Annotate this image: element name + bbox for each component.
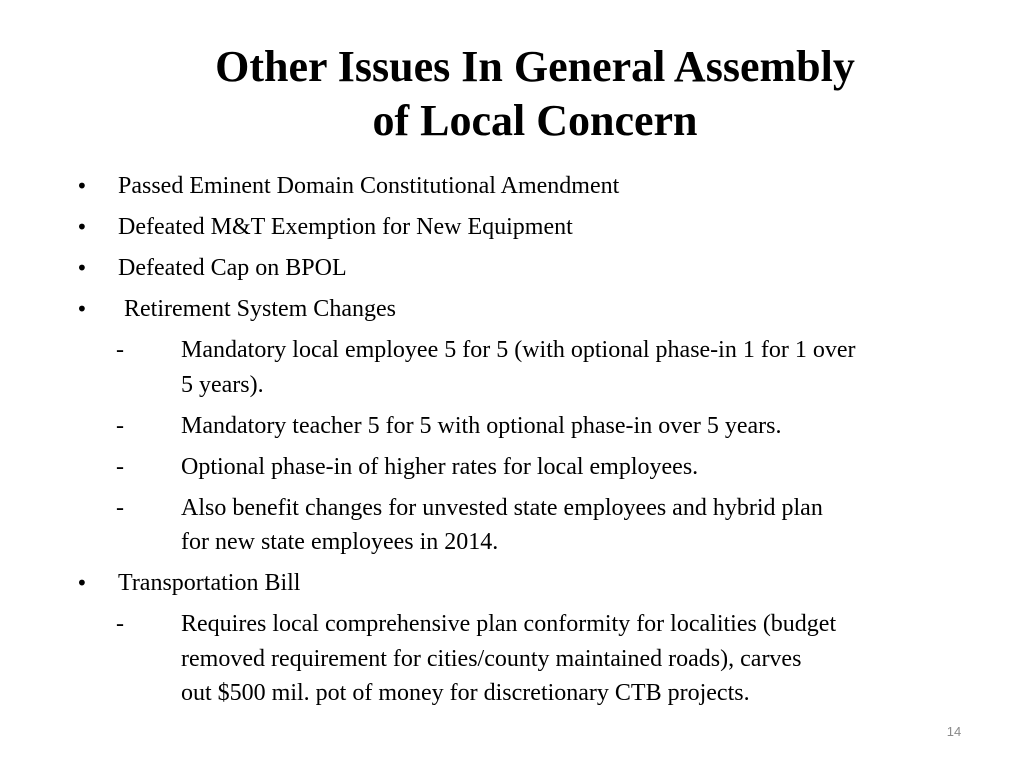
bullet-text: Defeated M&T Exemption for New Equipment (118, 214, 573, 240)
bullet-item-transportation (0, 563, 1000, 604)
sub-item-line: Mandatory teacher 5 for 5 with optional phase-in over 5 years. (181, 412, 782, 439)
dash-marker: - (116, 412, 124, 439)
bullet-text: Passed Eminent Domain Constitutional Amendment (118, 173, 620, 199)
bullet-list (0, 166, 1000, 714)
sub-item-text (181, 491, 981, 560)
bullet-text: Defeated Cap on BPOL (118, 255, 347, 281)
bullet-icon: • (76, 256, 88, 280)
dash-marker: - (116, 337, 124, 363)
bullet-icon: • (76, 297, 88, 321)
sub-item-line: 5 years). (181, 371, 264, 398)
sub-item-line: for new state employees in 2014. (181, 529, 499, 555)
sub-item-text (181, 333, 981, 402)
sub-item-comprehensive-plan (0, 604, 1000, 714)
slide-title (60, 40, 1010, 148)
dash-marker: - (116, 494, 124, 521)
bullet-text: Transportation Bill (118, 570, 301, 596)
sub-item-teacher (0, 406, 1000, 447)
sub-item-line: Optional phase-in of higher rates for local employees. (181, 453, 699, 480)
sub-item-text (181, 607, 981, 711)
sub-item-line: Also benefit changes for unvested state employees and hybrid plan (181, 494, 823, 521)
sub-item-text (181, 450, 981, 485)
dash-marker: - (116, 611, 124, 637)
bullet-icon: • (76, 174, 88, 198)
bullet-item-mt-exemption (0, 207, 1000, 248)
sub-item-line: out $500 mil. pot of money for discretionary CTB projects. (181, 680, 750, 706)
title-line-1: Other Issues In General Assembly (215, 42, 855, 91)
sub-item-text (181, 409, 981, 444)
sub-item-local-employee (0, 330, 1000, 406)
page-number: 14 (946, 724, 962, 739)
sub-item-optional-phase-in (0, 447, 1000, 488)
dash-marker: - (116, 453, 124, 480)
sub-item-line: Requires local comprehensive plan conformity for localities (budget (181, 611, 837, 637)
sub-item-benefit-changes (0, 488, 1000, 564)
bullet-item-eminent-domain (0, 166, 1000, 207)
sub-item-line: removed requirement for cities/county maintained roads), carves (181, 645, 802, 672)
bullet-item-retirement (0, 289, 1000, 330)
bullet-item-bpol (0, 248, 1000, 289)
bullet-icon: • (76, 215, 88, 239)
bullet-text: Retirement System Changes (124, 296, 396, 322)
sub-item-line: Mandatory local employee 5 for 5 (with optional phase-in 1 for 1 over (181, 337, 856, 363)
bullet-icon: • (76, 571, 88, 595)
title-line-2: of Local Concern (372, 96, 698, 145)
